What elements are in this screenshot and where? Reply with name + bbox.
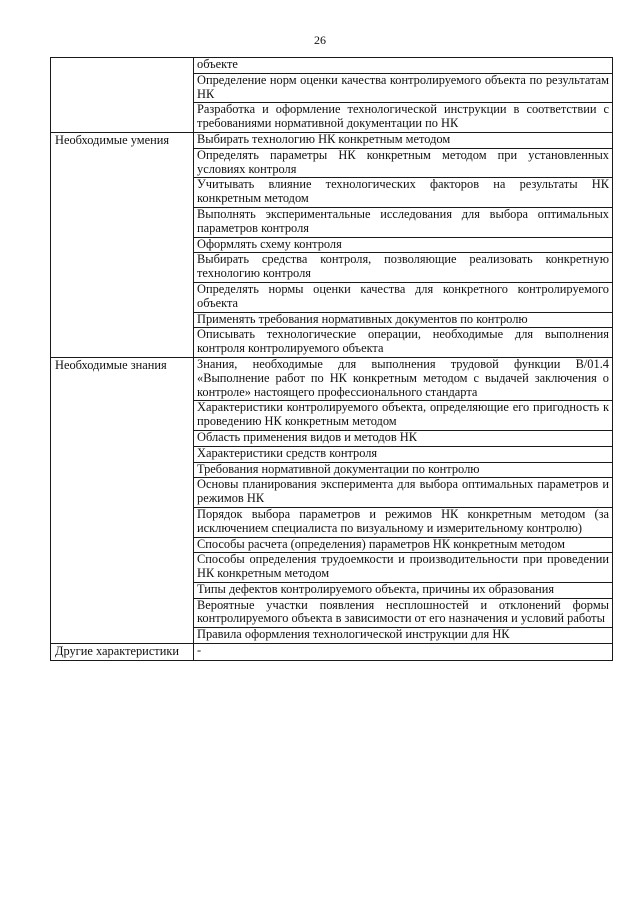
requirement-item: Определение норм оценки качества контролируемого объекта по результатам НК	[194, 73, 613, 103]
other-characteristics-value: -	[194, 644, 613, 661]
knowledge-item: Основы планирования эксперимента для выбора оптимальных параметров и режимов НК	[194, 478, 613, 508]
page-number: 26	[314, 33, 326, 47]
table-row	[51, 644, 613, 661]
skill-item: Выбирать средства контроля, позволяющие реализовать конкретную технологию контроля	[194, 253, 613, 283]
skill-item: Оформлять схему контроля	[194, 237, 613, 253]
knowledge-item: Порядок выбора параметров и режимов НК конкретным методом (за исключением специалиста по визуальному и измерительному контролю)	[194, 507, 613, 537]
skill-item: Выбирать технологию НК конкретным методом	[194, 132, 613, 148]
knowledge-item: Требования нормативной документации по контролю	[194, 462, 613, 478]
requirement-item: объекте	[194, 58, 613, 74]
knowledge-item: Область применения видов и методов НК	[194, 430, 613, 446]
knowledge-item: Характеристики средств контроля	[194, 446, 613, 462]
knowledge-item: Типы дефектов контролируемого объекта, причины их образования	[194, 582, 613, 598]
skill-item: Учитывать влияние технологических факторов на результаты НК конкретным методом	[194, 178, 613, 208]
requirement-item: Разработка и оформление технологической инструкции в соответствии с требованиями нормативной документации по НК	[194, 103, 613, 133]
required-knowledge-label: Необходимые знания	[51, 357, 194, 643]
knowledge-item: Знания, необходимые для выполнения трудовой функции В/01.4 «Выполнение работ по НК конкретным методом с выдачей заключения о контроле» настоящего профессионального стандарта	[194, 357, 613, 400]
qualification-requirements-table	[50, 57, 613, 661]
knowledge-item: Способы определения трудоемкости и производительности при проведении НК конкретным методом	[194, 553, 613, 583]
knowledge-item: Характеристики контролируемого объекта, определяющие его пригодность к проведению НК конкретным методом	[194, 401, 613, 431]
skill-item: Определять параметры НК конкретным методом при установленных условиях контроля	[194, 148, 613, 178]
table-row	[51, 132, 613, 148]
knowledge-item: Правила оформления технологической инструкции для НК	[194, 628, 613, 644]
skill-item: Выполнять экспериментальные исследования для выбора оптимальных параметров контроля	[194, 207, 613, 237]
row-label-empty	[51, 58, 194, 133]
skill-item: Определять нормы оценки качества для конкретного контролируемого объекта	[194, 282, 613, 312]
other-characteristics-label: Другие характеристики	[51, 644, 194, 661]
knowledge-item: Способы расчета (определения) параметров НК конкретным методом	[194, 537, 613, 553]
knowledge-item: Вероятные участки появления несплошностей и отклонений формы контролируемого объекта в зависимости от его назначения и условий работы	[194, 598, 613, 628]
skill-item: Применять требования нормативных документов по контролю	[194, 312, 613, 328]
skill-item: Описывать технологические операции, необходимые для выполнения контроля контролируемого объекта	[194, 328, 613, 358]
table-row	[51, 357, 613, 400]
required-skills-label: Необходимые умения	[51, 132, 194, 357]
table-row	[51, 58, 613, 74]
